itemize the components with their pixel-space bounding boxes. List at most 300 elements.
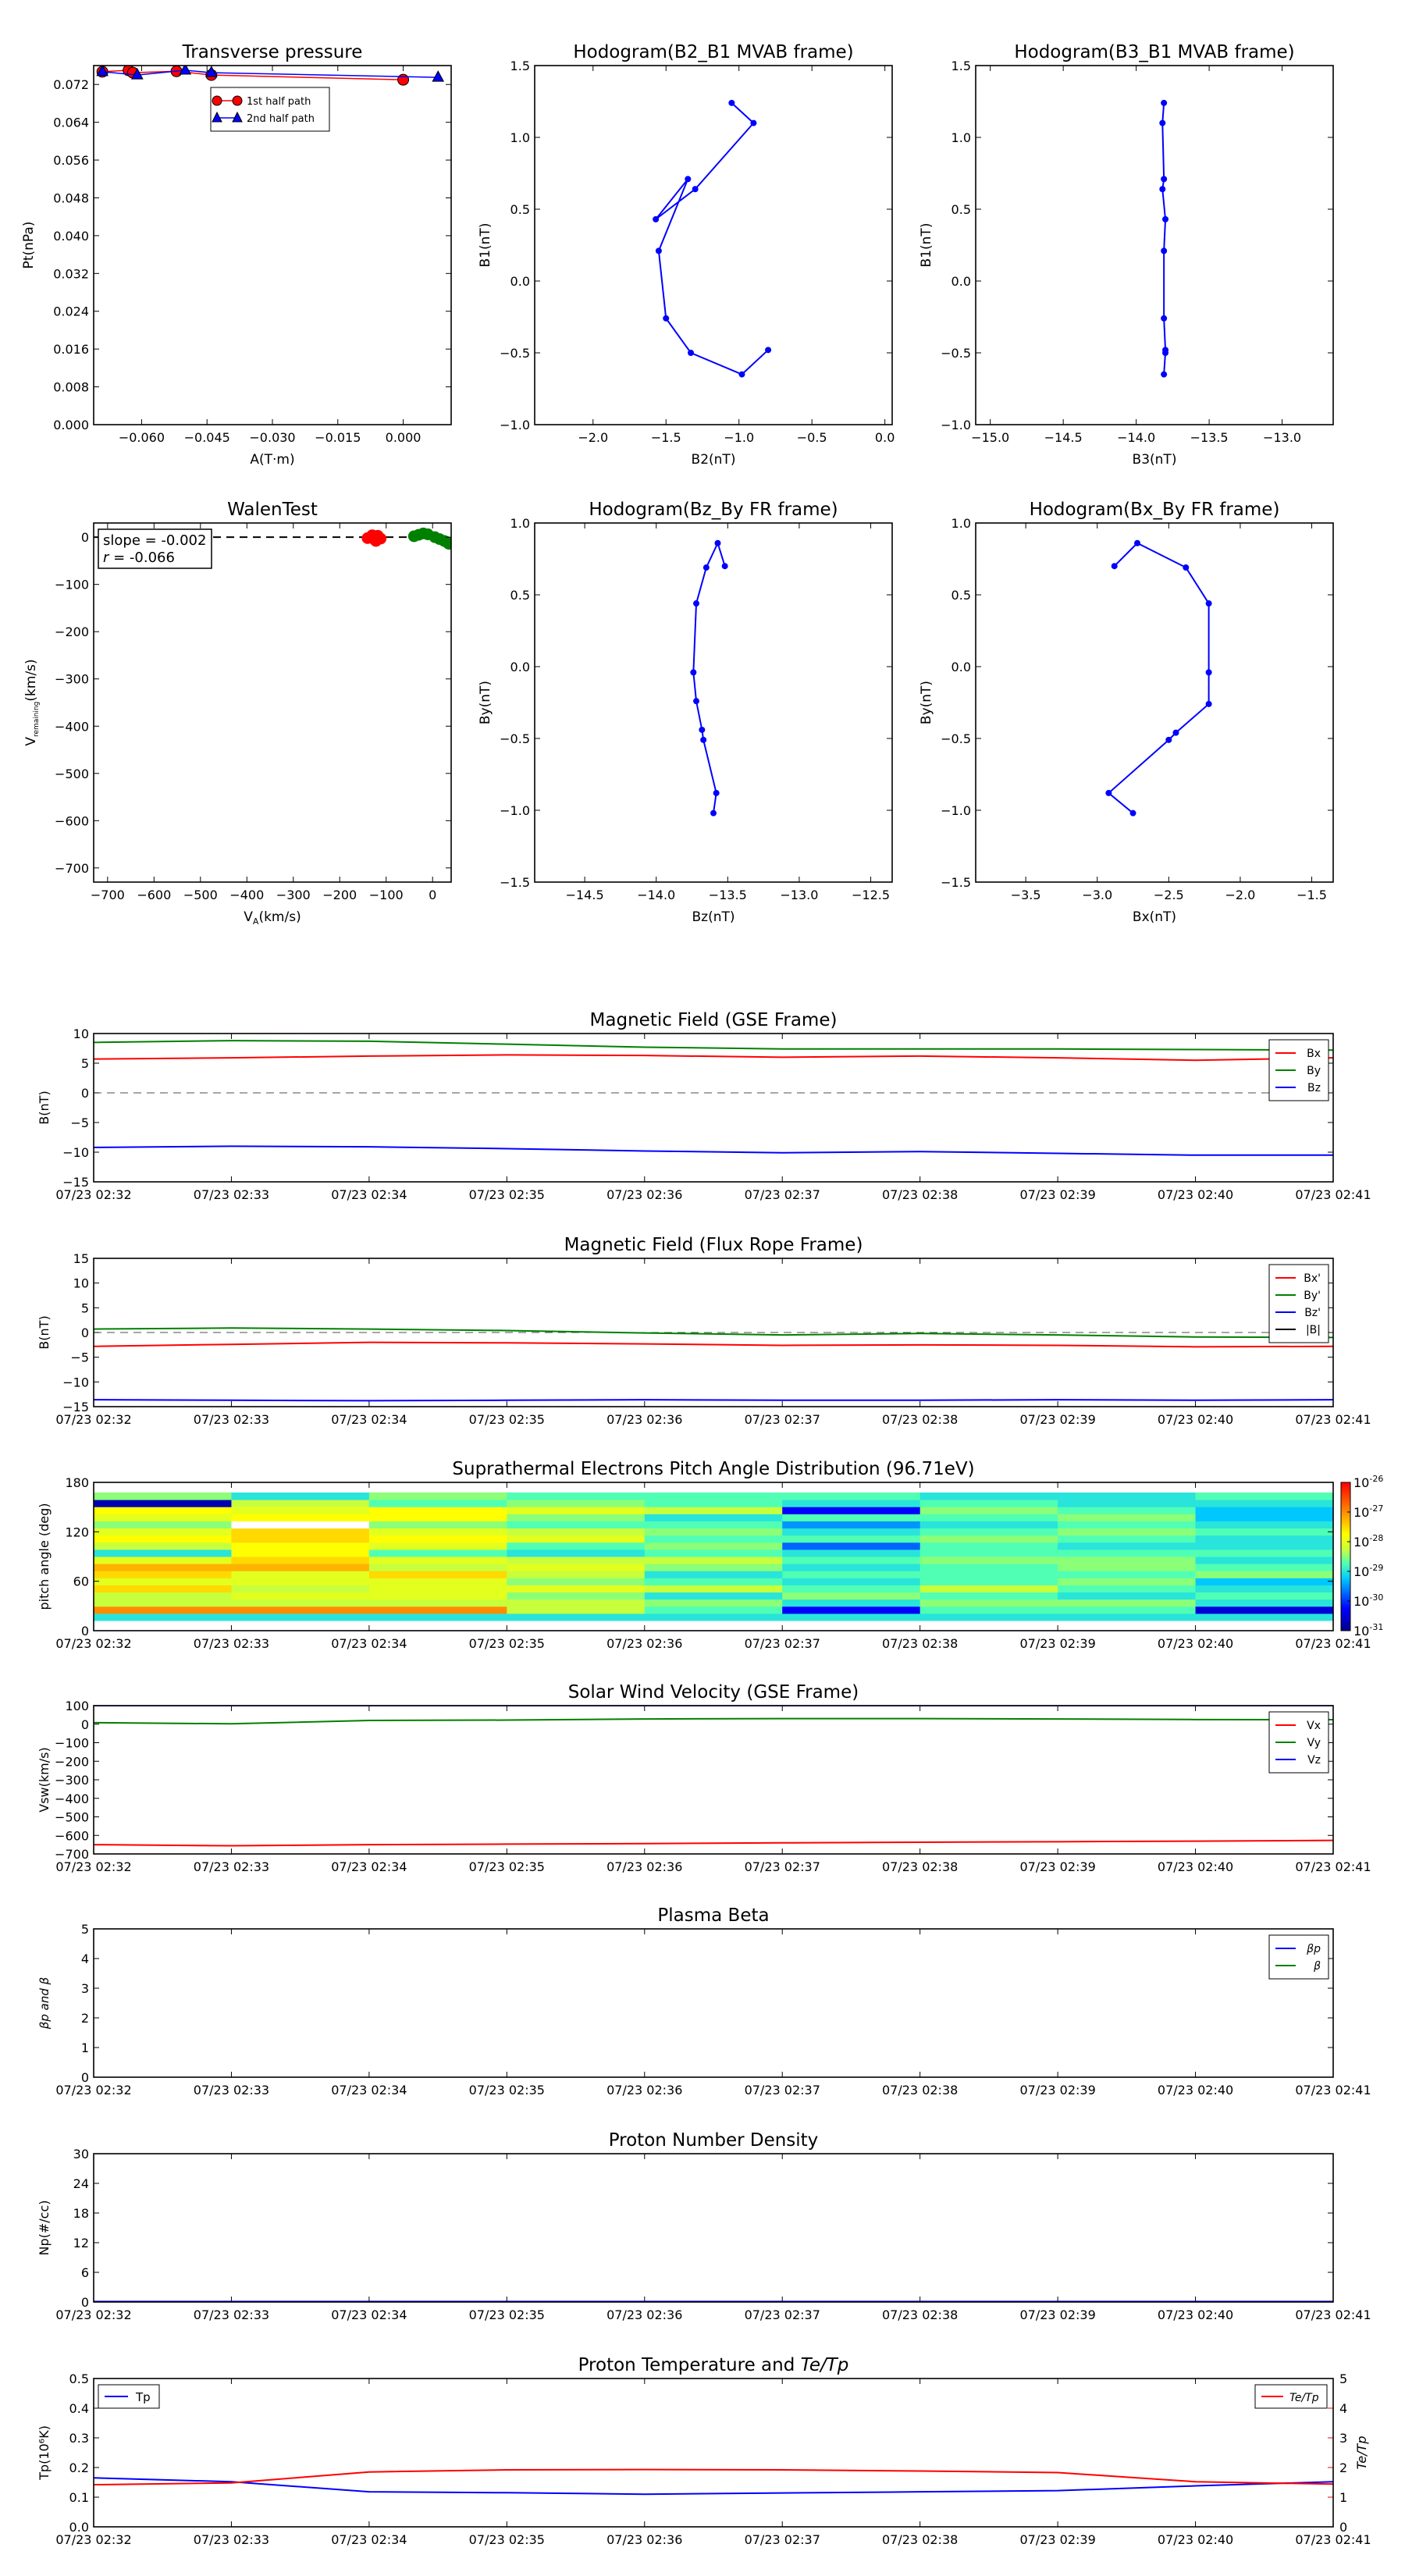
y-tick-label: −1.0: [941, 418, 971, 432]
x-tick-label: −0.015: [315, 430, 361, 445]
label-part: (km/s): [258, 909, 301, 925]
heatmap-cell: [782, 1606, 920, 1614]
y-tick-label: 0.5: [951, 588, 971, 603]
heatmap-cell: [369, 1528, 507, 1536]
y-tick-label: 1.5: [510, 59, 530, 73]
heatmap-cell: [231, 1507, 369, 1514]
heatmap-cell: [920, 1606, 1058, 1614]
heatmap-cell: [1058, 1550, 1196, 1557]
heatmap-cell: [369, 1564, 507, 1571]
y-axis-label: Np(#/cc): [37, 2200, 52, 2256]
colorbar-exp: -28: [1369, 1533, 1384, 1543]
heatmap-cell: [369, 1592, 507, 1600]
legend-label: Te/Tp: [1289, 2392, 1319, 2404]
annotation-r: [103, 550, 175, 566]
heatmap-cell: [507, 1599, 645, 1607]
heatmap-cell: [1196, 1557, 1334, 1564]
y-tick-label: 1.0: [510, 516, 530, 531]
data-point: [738, 372, 745, 378]
y2-tick-label: 1: [1339, 2490, 1348, 2505]
heatmap-cell: [369, 1542, 507, 1550]
label-sub: remaining: [33, 701, 41, 738]
heatmap-cell: [369, 1557, 507, 1564]
heatmap-cell: [782, 1507, 920, 1514]
heatmap-cell: [645, 1507, 783, 1514]
data-point: [699, 727, 705, 733]
heatmap-cell: [1196, 1578, 1334, 1585]
y-tick-label: 0.5: [510, 588, 530, 603]
heatmap-cell: [1058, 1585, 1196, 1592]
x-tick-label: 07/23 02:40: [1157, 1412, 1234, 1427]
legend-label: |B|: [1305, 1324, 1321, 1336]
heatmap-cell: [1058, 1592, 1196, 1600]
heatmap-cell: [782, 1578, 920, 1585]
x-tick-label: −600: [137, 888, 172, 902]
y-tick-label: −5: [70, 1350, 89, 1365]
y-tick-label: −15: [62, 1175, 89, 1190]
x-tick-label: 07/23 02:37: [744, 2307, 820, 2322]
y-tick-label: 3: [80, 1981, 89, 1996]
x-tick-label: −13.5: [1190, 430, 1229, 445]
heatmap-cell: [369, 1500, 507, 1507]
heatmap-cell: [507, 1528, 645, 1536]
x-tick-label: 0.000: [385, 430, 422, 445]
heatmap-cell: [920, 1507, 1058, 1514]
data-point: [653, 216, 659, 222]
x-tick-label: −2.0: [578, 430, 609, 445]
x-tick-label: −14.5: [1044, 430, 1083, 445]
x-tick-label: 07/23 02:36: [606, 2307, 683, 2322]
heatmap-cell: [94, 1614, 232, 1621]
heatmap-cell: [94, 1557, 232, 1564]
heatmap-cell: [645, 1564, 783, 1571]
heatmap-cell: [920, 1528, 1058, 1536]
heatmap-cell: [1196, 1528, 1334, 1536]
y-tick-label: 12: [73, 2236, 89, 2250]
x-tick-label: −2.5: [1153, 888, 1184, 902]
legend-label: Vx: [1307, 1720, 1321, 1732]
heatmap-cell: [645, 1528, 783, 1536]
x-tick-label: 07/23 02:40: [1157, 2083, 1234, 2097]
x-tick-label: −13.0: [780, 888, 819, 902]
legend-label: Tp: [136, 2390, 151, 2404]
data-point: [1206, 701, 1212, 707]
heatmap-cell: [782, 1500, 920, 1507]
heatmap-cell: [782, 1571, 920, 1578]
heatmap-cell: [1058, 1521, 1196, 1528]
annotation-symbol: r: [103, 550, 109, 566]
colorbar-exp: -29: [1369, 1563, 1384, 1573]
x-tick-label: 07/23 02:34: [331, 1412, 407, 1427]
x-tick-label: 07/23 02:40: [1157, 1187, 1234, 1202]
y-tick-label: 0.072: [53, 77, 89, 93]
heatmap-cell: [645, 1606, 783, 1614]
heatmap-cell: [645, 1493, 783, 1500]
y-tick-label: −15: [62, 1400, 89, 1414]
data-point: [710, 810, 717, 817]
data-point: [1162, 216, 1168, 222]
heatmap-cell: [1058, 1599, 1196, 1607]
x-tick-label: 07/23 02:38: [882, 1859, 959, 1874]
x-tick-label: 07/23 02:38: [882, 1187, 959, 1202]
y-axis-label: βp and β: [37, 1976, 52, 2030]
heatmap-cell: [507, 1507, 645, 1514]
heatmap-cell: [920, 1500, 1058, 1507]
panel-title: Proton Number Density: [608, 2130, 819, 2151]
y-tick-label: −0.5: [941, 346, 971, 361]
y-tick-label: −400: [55, 1791, 89, 1806]
y-tick-label: −200: [55, 624, 89, 640]
legend-label: Bx': [1304, 1272, 1321, 1285]
x-tick-label: 07/23 02:41: [1295, 2307, 1371, 2322]
x-tick-label: 07/23 02:36: [606, 1636, 683, 1651]
data-point: [656, 247, 662, 254]
y-tick-label: −500: [55, 1809, 89, 1825]
heatmap-cell: [1196, 1542, 1334, 1550]
x-tick-label: 07/23 02:37: [744, 2083, 820, 2097]
panel-title: WalenTest: [227, 500, 318, 520]
x-tick-label: 07/23 02:35: [468, 2307, 545, 2322]
colorbar-base: 10: [1353, 1505, 1370, 1520]
panel-title: Hodogram(Bx_By FR frame): [1029, 500, 1280, 520]
panel-title: Hodogram(B2_B1 MVAB frame): [573, 42, 854, 62]
y-tick-label: 0: [80, 1086, 89, 1101]
x-tick-label: −700: [90, 888, 125, 902]
heatmap-cell: [1196, 1585, 1334, 1592]
x-tick-label: 07/23 02:34: [331, 2532, 407, 2547]
heatmap-cell: [782, 1493, 920, 1500]
data-point: [1134, 540, 1140, 546]
x-tick-label: 07/23 02:41: [1295, 2532, 1371, 2547]
heatmap-cell: [1196, 1550, 1334, 1557]
data-point: [765, 347, 771, 353]
heatmap-cell: [1058, 1493, 1196, 1500]
colorbar: [1341, 1482, 1350, 1631]
heatmap-cell: [782, 1599, 920, 1607]
heatmap-cell: [1196, 1535, 1334, 1543]
x-tick-label: 07/23 02:40: [1157, 2532, 1234, 2547]
heatmap-cell: [645, 1521, 783, 1528]
x-tick-label: −13.5: [708, 888, 747, 902]
heatmap-cell: [231, 1599, 369, 1607]
heatmap-cell: [507, 1535, 645, 1543]
heatmap-cell: [231, 1535, 369, 1543]
y-tick-label: 24: [73, 2176, 89, 2191]
y-tick-label: −10: [62, 1145, 89, 1160]
x-tick-label: 07/23 02:41: [1295, 1636, 1371, 1651]
y-tick-label: 0.000: [53, 418, 89, 432]
heatmap-cell: [369, 1578, 507, 1585]
x-tick-label: −1.5: [650, 430, 681, 445]
colorbar-base: 10: [1353, 1475, 1370, 1490]
y-tick-label: −1.5: [941, 875, 971, 890]
heatmap-cell: [1058, 1542, 1196, 1550]
x-tick-label: 07/23 02:34: [331, 2083, 407, 2097]
y-tick-label: 0: [80, 1717, 89, 1732]
data-point: [685, 176, 691, 182]
title-part: Proton Temperature and: [578, 2355, 801, 2375]
y-tick-label: 0.5: [951, 202, 971, 217]
panel-title: [578, 2355, 849, 2375]
heatmap-cell: [94, 1493, 232, 1500]
y-axis-label: By(nT): [919, 680, 934, 725]
heatmap-cell: [920, 1571, 1058, 1578]
y-axis-label: Pt(nPa): [21, 221, 37, 269]
heatmap-cell: [645, 1550, 783, 1557]
heatmap-cell: [1196, 1514, 1334, 1521]
panel-title: Magnetic Field (Flux Rope Frame): [564, 1235, 863, 1255]
y-tick-label: 5: [80, 1922, 89, 1937]
heatmap-cell: [507, 1557, 645, 1564]
x-tick-label: 07/23 02:41: [1295, 1412, 1371, 1427]
y-tick-label: 1: [80, 2041, 89, 2055]
x-tick-label: 07/23 02:32: [55, 1636, 132, 1651]
heatmap-cell: [920, 1599, 1058, 1607]
heatmap-cell: [369, 1599, 507, 1607]
x-tick-label: 07/23 02:33: [193, 2083, 270, 2097]
x-tick-label: −400: [229, 888, 265, 902]
heatmap-cell: [920, 1614, 1058, 1621]
x-tick-label: 07/23 02:38: [882, 2083, 959, 2097]
heatmap-cell: [782, 1521, 920, 1528]
heatmap-cell: [920, 1578, 1058, 1585]
x-tick-label: 07/23 02:41: [1295, 1187, 1371, 1202]
data-point: [1105, 790, 1112, 796]
y-tick-label: 0: [80, 1325, 89, 1340]
x-tick-label: −12.5: [852, 888, 891, 902]
y-tick-label: 1.0: [951, 516, 971, 531]
x-tick-label: −0.045: [183, 430, 230, 445]
y-tick-label: 120: [65, 1525, 89, 1540]
y-axis-label: Tp(10⁶K): [37, 2425, 52, 2480]
x-tick-label: 07/23 02:34: [331, 2307, 407, 2322]
x-tick-label: 07/23 02:37: [744, 2532, 820, 2547]
data-point: [1159, 120, 1165, 126]
y-tick-label: 0.0: [951, 274, 971, 289]
x-tick-label: 07/23 02:35: [468, 2083, 545, 2097]
y-tick-label: 0.3: [69, 2431, 89, 2446]
y2-axis-label: Te/Tp: [1354, 2435, 1369, 2470]
x-tick-label: 07/23 02:39: [1019, 2532, 1096, 2547]
x-tick-label: 07/23 02:38: [882, 2307, 959, 2322]
y-tick-label: −600: [55, 1828, 89, 1844]
x-tick-label: 07/23 02:37: [744, 1412, 820, 1427]
heatmap-cell: [507, 1592, 645, 1600]
heatmap-cell: [507, 1500, 645, 1507]
heatmap-cell: [1196, 1564, 1334, 1571]
x-tick-label: 07/23 02:39: [1019, 1859, 1096, 1874]
x-tick-label: 0.0: [874, 430, 895, 445]
y-tick-label: 15: [73, 1251, 89, 1266]
data-point: [1161, 247, 1167, 254]
y-tick-label: 0.0: [510, 274, 530, 289]
y-tick-label: 2: [80, 2011, 89, 2026]
heatmap-cell: [94, 1542, 232, 1550]
label-part: V: [23, 737, 39, 746]
heatmap-cell: [231, 1614, 369, 1621]
x-tick-label: −1.0: [724, 430, 755, 445]
x-tick-label: −1.5: [1297, 888, 1327, 902]
y-tick-label: −1.5: [500, 875, 530, 890]
x-tick-label: 07/23 02:36: [606, 2532, 683, 2547]
data-point: [1161, 315, 1167, 322]
y2-tick-label: 3: [1339, 2431, 1348, 2446]
colorbar-base: 10: [1353, 1624, 1370, 1638]
heatmap-cell: [782, 1585, 920, 1592]
legend-label: βp: [1307, 1943, 1321, 1955]
heatmap-cell: [231, 1528, 369, 1536]
y-tick-label: 0: [80, 1624, 89, 1638]
panel-title: Hodogram(Bz_By FR frame): [589, 500, 838, 520]
heatmap-cell: [231, 1578, 369, 1585]
heatmap-cell: [507, 1585, 645, 1592]
y-axis-label: By(nT): [478, 680, 493, 725]
x-tick-label: 07/23 02:39: [1019, 1412, 1096, 1427]
y-tick-label: −700: [55, 1847, 89, 1862]
data-point: [663, 315, 669, 322]
heatmap-cell: [1058, 1507, 1196, 1514]
x-tick-label: 07/23 02:33: [193, 2532, 270, 2547]
data-point: [728, 100, 735, 106]
y-tick-label: −1.0: [941, 803, 971, 818]
colorbar-base: 10: [1353, 1564, 1370, 1579]
heatmap-cell: [782, 1614, 920, 1621]
heatmap-cell: [94, 1507, 232, 1514]
y-axis-label: B(nT): [37, 1315, 52, 1350]
x-tick-label: 07/23 02:35: [468, 1412, 545, 1427]
heatmap-cell: [231, 1500, 369, 1507]
heatmap-cell: [94, 1550, 232, 1557]
heatmap-cell: [782, 1535, 920, 1543]
y-tick-label: 0.016: [53, 342, 89, 358]
heatmap-cell: [1058, 1571, 1196, 1578]
heatmap-cell: [645, 1500, 783, 1507]
x-tick-label: −14.0: [637, 888, 676, 902]
x-tick-label: 07/23 02:39: [1019, 1187, 1096, 1202]
heatmap-cell: [94, 1578, 232, 1585]
heatmap-cell: [94, 1571, 232, 1578]
colorbar-exp: -27: [1369, 1503, 1384, 1514]
x-axis-label: A(T·m): [250, 452, 295, 468]
y-tick-label: −300: [55, 1773, 89, 1788]
heatmap-cell: [231, 1585, 369, 1592]
x-tick-label: 07/23 02:40: [1157, 1636, 1234, 1651]
y-tick-label: 0.4: [69, 2401, 89, 2416]
heatmap-cell: [782, 1592, 920, 1600]
heatmap-cell: [94, 1606, 232, 1614]
y-tick-label: 0.5: [510, 202, 530, 217]
data-point: [693, 698, 699, 704]
heatmap-cell: [782, 1528, 920, 1536]
x-tick-label: 07/23 02:36: [606, 2083, 683, 2097]
heatmap-cell: [369, 1606, 507, 1614]
heatmap-cell: [920, 1550, 1058, 1557]
y-tick-label: 0: [80, 530, 89, 546]
heatmap-cell: [1196, 1614, 1334, 1621]
heatmap-cell: [507, 1578, 645, 1585]
y-tick-label: −100: [55, 1735, 89, 1751]
data-point: [398, 74, 409, 85]
heatmap-cell: [94, 1585, 232, 1592]
data-point: [750, 120, 756, 126]
x-axis-label: Bx(nT): [1132, 909, 1177, 925]
data-point: [1161, 100, 1167, 106]
x-tick-label: 07/23 02:36: [606, 1412, 683, 1427]
heatmap-cell: [94, 1521, 232, 1528]
heatmap-cell: [782, 1557, 920, 1564]
data-point: [690, 669, 696, 675]
heatmap-cell: [231, 1592, 369, 1600]
y-tick-label: 10: [73, 1026, 89, 1041]
heatmap-cell: [369, 1514, 507, 1521]
data-point: [700, 737, 706, 743]
heatmap-cell: [94, 1500, 232, 1507]
legend-label: Bz: [1307, 1082, 1321, 1094]
heatmap-cell: [920, 1535, 1058, 1543]
x-tick-label: 07/23 02:37: [744, 1187, 820, 1202]
y-tick-label: 0.0: [951, 660, 971, 674]
y-tick-label: 0.1: [69, 2490, 89, 2505]
x-tick-label: 07/23 02:33: [193, 1636, 270, 1651]
y-tick-label: 60: [73, 1574, 89, 1589]
y-tick-label: 0.040: [53, 228, 89, 244]
y-tick-label: 0.008: [53, 379, 89, 395]
x-tick-label: 07/23 02:34: [331, 1859, 407, 1874]
data-point: [1183, 564, 1189, 571]
data-point: [1130, 810, 1136, 817]
heatmap-cell: [920, 1585, 1058, 1592]
data-point: [375, 533, 386, 544]
heatmap-cell: [1058, 1578, 1196, 1585]
heatmap-cell: [1196, 1571, 1334, 1578]
heatmap-cell: [1058, 1564, 1196, 1571]
y-tick-label: −10: [62, 1375, 89, 1390]
y-tick-label: −500: [55, 766, 89, 781]
x-tick-label: 07/23 02:35: [468, 2532, 545, 2547]
heatmap-cell: [645, 1599, 783, 1607]
x-tick-label: 07/23 02:37: [744, 1636, 820, 1651]
y-tick-label: −1.0: [500, 418, 530, 432]
y-tick-label: −300: [55, 671, 89, 687]
data-point: [1159, 186, 1165, 192]
data-point: [441, 536, 452, 547]
heatmap-cell: [782, 1514, 920, 1521]
y-tick-label: 180: [65, 1475, 89, 1490]
data-point: [693, 600, 699, 607]
data-point: [1172, 730, 1179, 736]
heatmap-cell: [507, 1564, 645, 1571]
heatmap-cell: [1058, 1500, 1196, 1507]
y-tick-label: −200: [55, 1754, 89, 1770]
x-tick-label: −100: [368, 888, 404, 902]
heatmap-cell: [231, 1571, 369, 1578]
data-point: [1161, 176, 1167, 182]
x-tick-label: 07/23 02:35: [468, 1636, 545, 1651]
heatmap-cell: [920, 1564, 1058, 1571]
y-tick-label: 1.0: [510, 130, 530, 145]
y-tick-label: −700: [55, 860, 89, 876]
data-point: [713, 790, 720, 796]
heatmap-cell: [94, 1592, 232, 1600]
x-tick-label: 07/23 02:35: [468, 1187, 545, 1202]
heatmap-cell: [645, 1514, 783, 1521]
x-axis-label: B2(nT): [691, 452, 736, 468]
x-axis-label: [244, 909, 301, 927]
x-tick-label: −500: [183, 888, 218, 902]
y-tick-label: 0.0: [510, 660, 530, 674]
y-tick-label: 5: [80, 1300, 89, 1316]
panel-title: Solar Wind Velocity (GSE Frame): [567, 1682, 859, 1703]
